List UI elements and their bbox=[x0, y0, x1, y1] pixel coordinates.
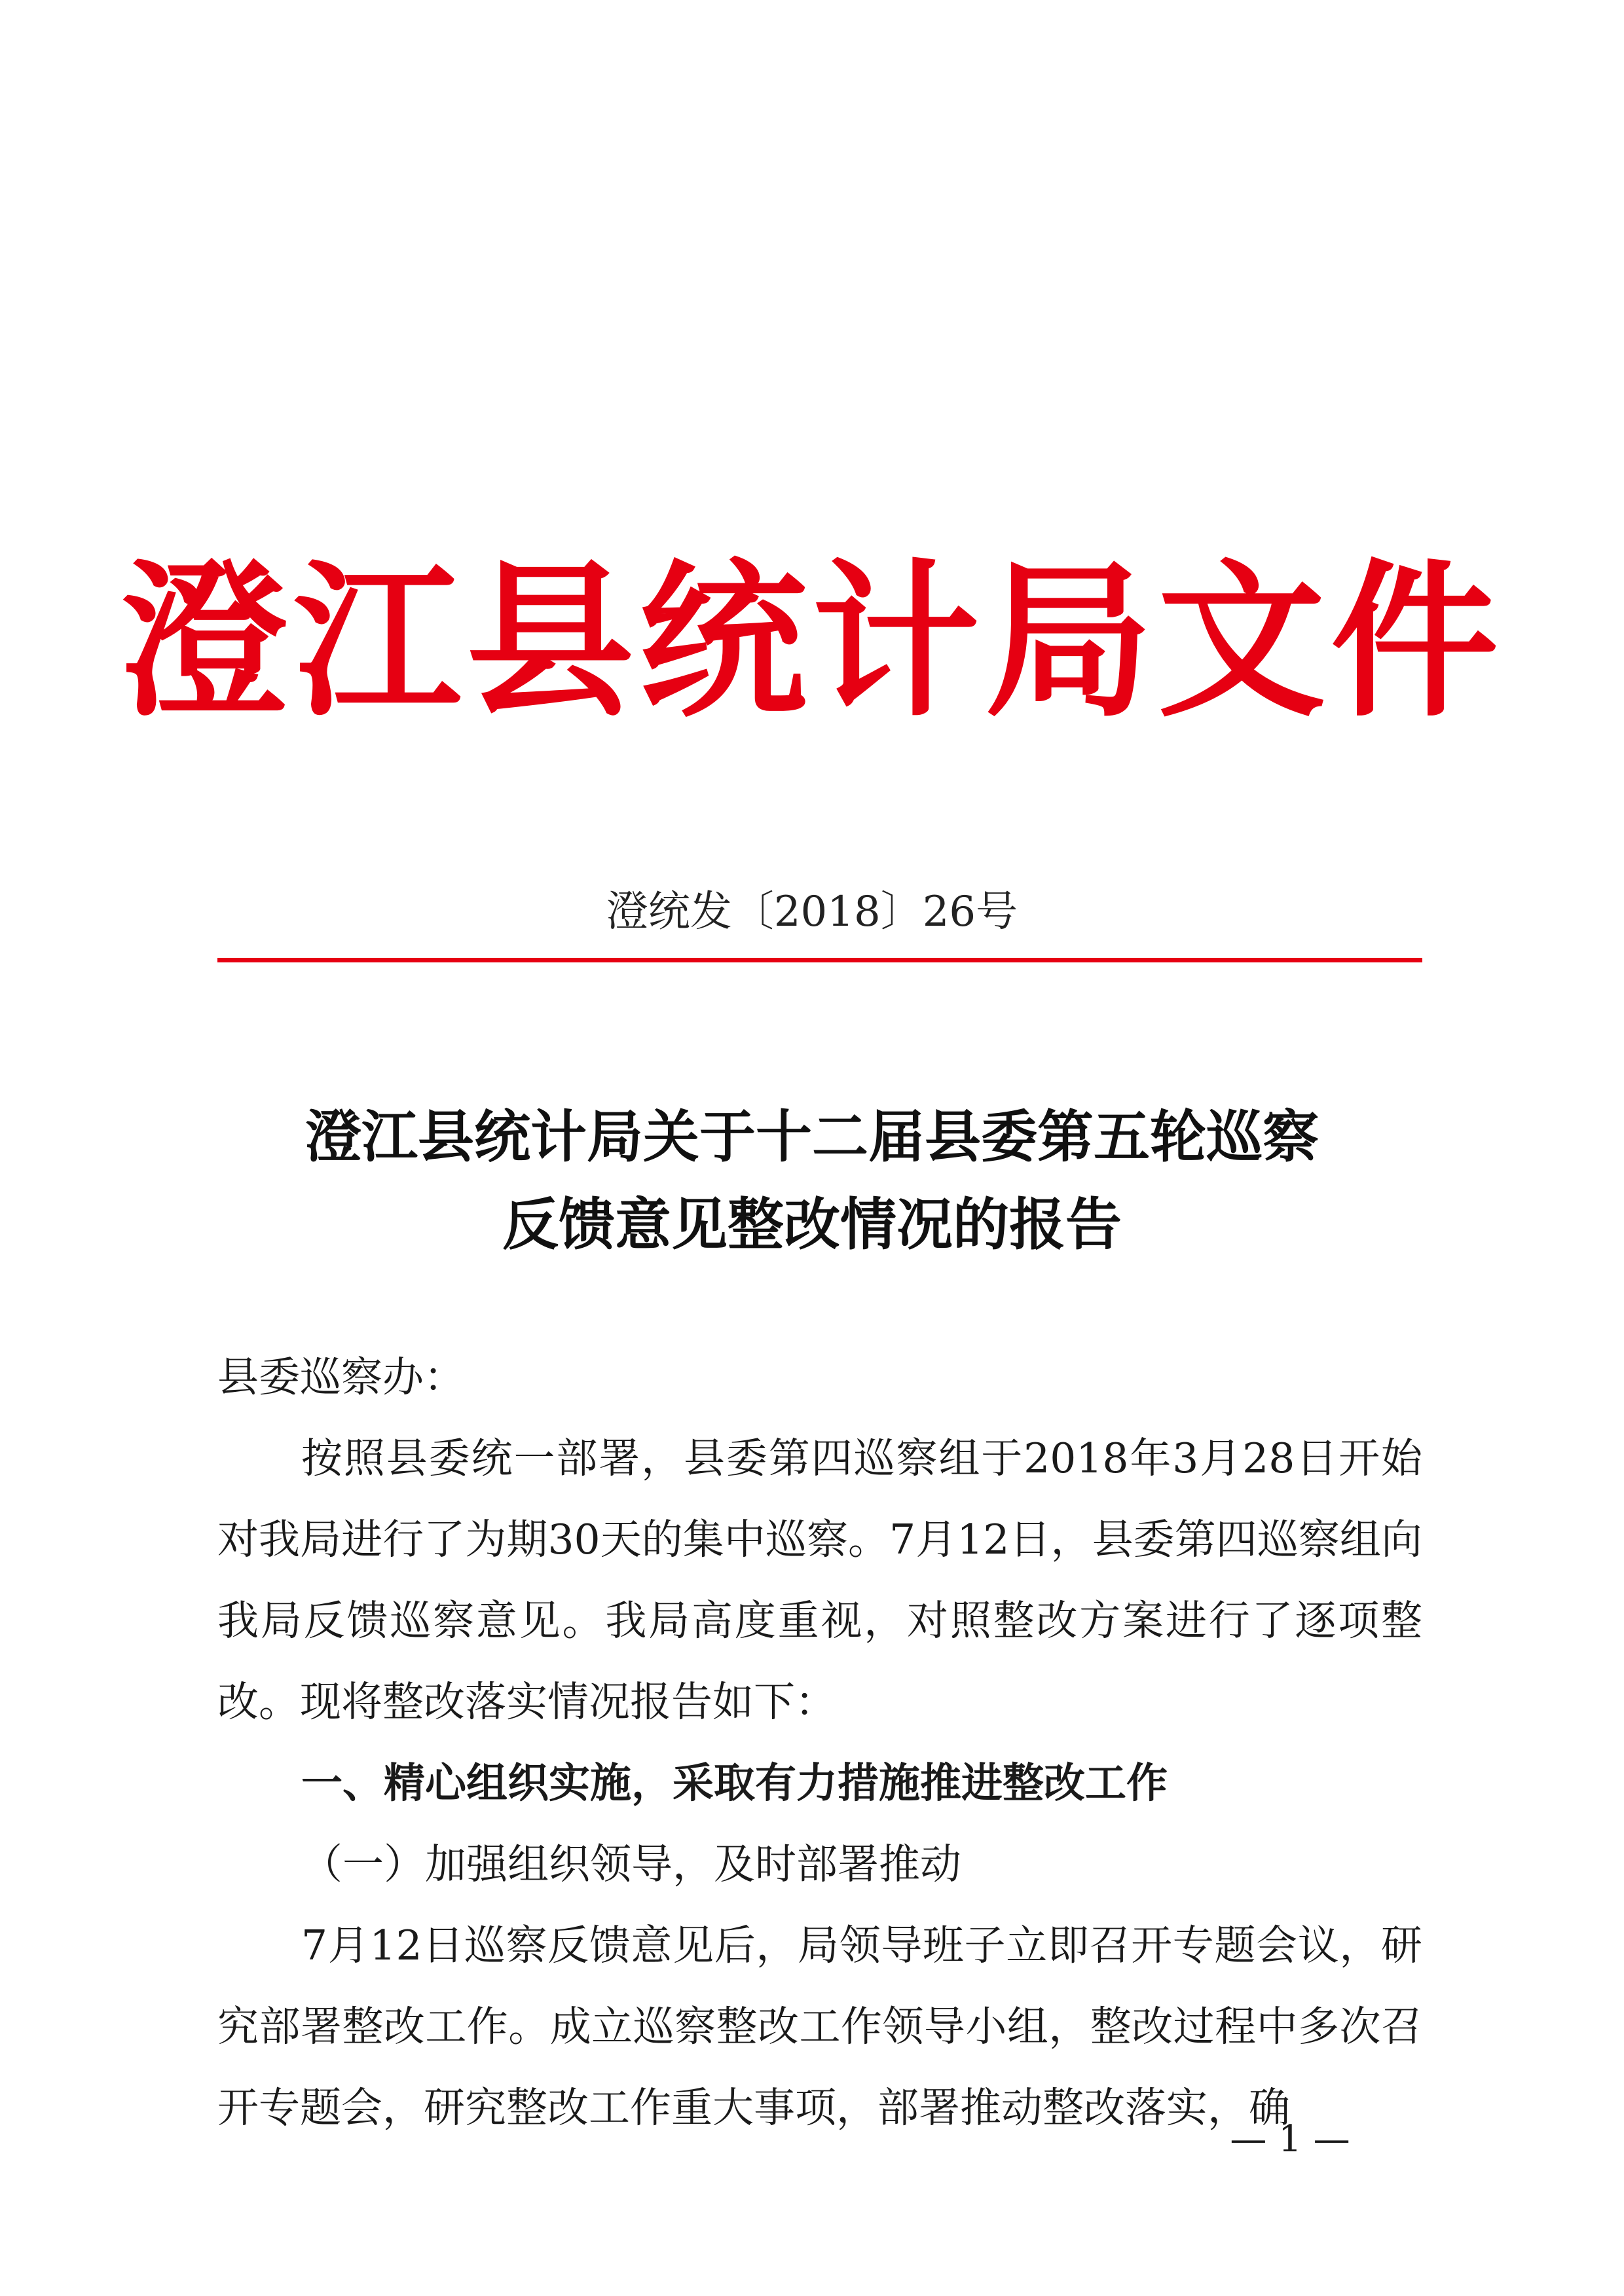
salutation: 县委巡察办： bbox=[217, 1353, 465, 1401]
page-number: — 1 — bbox=[1230, 2118, 1350, 2160]
document-header-title: 澄江县统计局文件 bbox=[120, 543, 1504, 740]
subsection-heading-1: （一）加强组织领导，及时部署推动 bbox=[301, 1840, 961, 1888]
red-divider-line bbox=[217, 958, 1422, 962]
report-title-line-1: 澄江县统计局关于十二届县委第五轮巡察 bbox=[305, 1104, 1319, 1170]
body-paragraph-2: 7月12日巡察反馈意见后，局领导班子立即召开专题会议，研究部署整改工作。成立巡察整改工作领导小组，整改过程中多次召开专题会，研究整改工作重大事项，部署推动整改落实，确 bbox=[217, 1922, 1422, 2132]
document-number: 澄统发〔2018〕26号 bbox=[606, 888, 1018, 936]
report-title-line-2: 反馈意见整改情况的报告 bbox=[502, 1192, 1122, 1258]
document-body bbox=[217, 1337, 1422, 2149]
report-title bbox=[0, 1093, 1624, 1269]
section-heading-1: 一、精心组织实施，采取有力措施推进整改工作 bbox=[301, 1759, 1168, 1807]
body-paragraph-1: 按照县委统一部署，县委第四巡察组于2018年3月28日开始对我局进行了为期30天的集中巡察。7月12日，县委第四巡察组向我局反馈巡察意见。我局高度重视，对照整改方案进行了逐项整改。现将整改落实情况报告如下： bbox=[217, 1434, 1422, 1726]
